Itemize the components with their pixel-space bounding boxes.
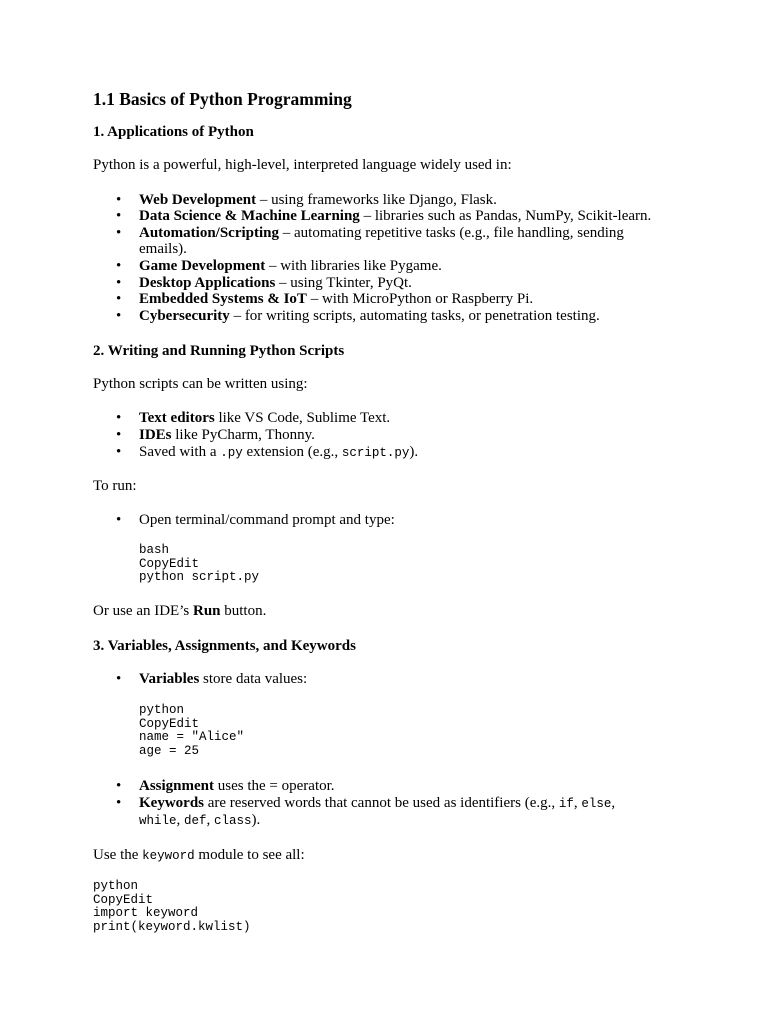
bullet-icon: • (116, 427, 122, 443)
list-item: Embedded Systems & IoT – with MicroPython or Raspberry Pi. (139, 291, 534, 307)
ide-run-note: Or use an IDE’s Run button. (93, 603, 267, 619)
list-item: Desktop Applications – using Tkinter, PyQt. (139, 275, 412, 291)
code-block-keyword: python CopyEdit import keyword print(keyword.kwlist) (93, 879, 251, 935)
section-heading-applications: 1. Applications of Python (93, 124, 254, 140)
bullet-icon: • (116, 291, 122, 307)
keyword-module-note: Use the keyword module to see all: (93, 847, 305, 863)
section-heading-scripts: 2. Writing and Running Python Scripts (93, 343, 345, 359)
list-item: Game Development – with libraries like Pygame. (139, 258, 442, 274)
page-title: 1.1 Basics of Python Programming (93, 89, 352, 109)
list-item: IDEs like PyCharm, Thonny. (139, 427, 315, 443)
bullet-icon: • (116, 192, 122, 208)
bullet-icon: • (116, 512, 122, 528)
bullet-icon: • (116, 275, 122, 291)
code-block-variables: python CopyEdit name = "Alice" age = 25 (139, 703, 245, 759)
list-item: Text editors like VS Code, Sublime Text. (139, 410, 391, 426)
list-item-continuation: emails). (139, 241, 187, 257)
bullet-icon: • (116, 225, 122, 241)
bullet-icon: • (116, 208, 122, 224)
code-block-run: bash CopyEdit python script.py (139, 543, 260, 585)
list-item: Saved with a .py extension (e.g., script.py). (139, 444, 419, 460)
bullet-icon: • (116, 671, 122, 687)
list-item: Automation/Scripting – automating repetitive tasks (e.g., file handling, sending (139, 225, 624, 241)
applications-intro: Python is a powerful, high-level, interpreted language widely used in: (93, 157, 512, 173)
list-item: Variables store data values: (139, 671, 308, 687)
list-item: Keywords are reserved words that cannot be used as identifiers (e.g., if, else, (139, 795, 616, 811)
list-item: Web Development – using frameworks like Django, Flask. (139, 192, 497, 208)
bullet-icon: • (116, 778, 122, 794)
section-heading-variables: 3. Variables, Assignments, and Keywords (93, 638, 356, 654)
list-item-continuation: while, def, class). (139, 812, 261, 828)
bullet-icon: • (116, 410, 122, 426)
bullet-icon: • (116, 795, 122, 811)
list-item: Data Science & Machine Learning – libraries such as Pandas, NumPy, Scikit-learn. (139, 208, 652, 224)
bullet-icon: • (116, 258, 122, 274)
to-run-label: To run: (93, 478, 137, 494)
list-item: Open terminal/command prompt and type: (139, 512, 395, 528)
bullet-icon: • (116, 444, 122, 460)
list-item: Cybersecurity – for writing scripts, automating tasks, or penetration testing. (139, 308, 600, 324)
scripts-intro: Python scripts can be written using: (93, 376, 308, 392)
list-item: Assignment uses the = operator. (139, 778, 335, 794)
bullet-icon: • (116, 308, 122, 324)
